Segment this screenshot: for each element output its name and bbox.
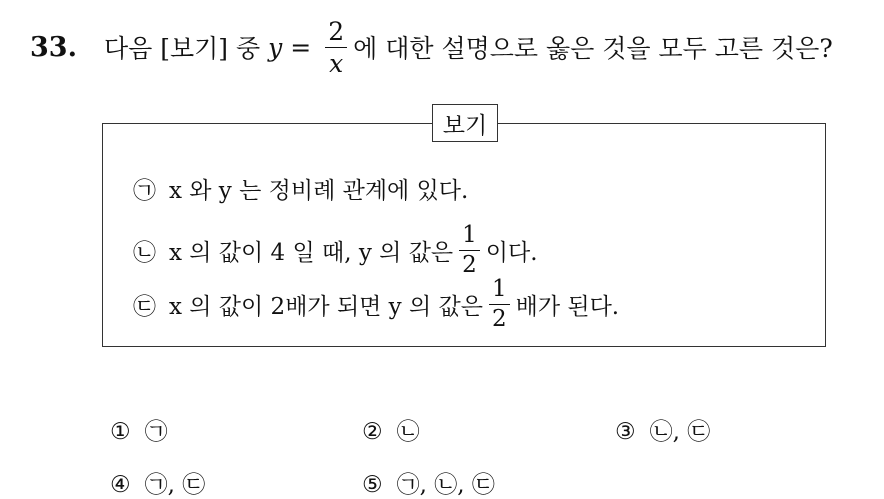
answer-choice-5-number: ⑤ — [362, 472, 383, 498]
statement-3-fraction-denominator: 2 — [491, 305, 507, 332]
statement-1-text: x 와 y 는 정비례 관계에 있다. — [169, 177, 469, 204]
answer-choice-5-text: ㉠, ㉡, ㉢ — [396, 472, 495, 498]
question-prefix: 다음 [보기] 중 — [104, 34, 261, 63]
statement-3-text: x 의 값이 2배가 되면 y 의 값은 — [169, 293, 483, 320]
answer-choice-4-number: ④ — [110, 472, 131, 498]
statement-1 — [133, 168, 468, 208]
statement-2-fraction — [459, 221, 480, 278]
statement-3-fraction-numerator: 1 — [489, 278, 510, 305]
bogi-box-title: 보기 — [432, 104, 498, 142]
question-fraction — [325, 16, 347, 78]
bogi-box — [102, 112, 826, 347]
answer-choice-1-text: ㉠ — [144, 419, 168, 445]
statement-2-marker: ㉡ — [133, 239, 156, 266]
statement-2-fraction-denominator: 2 — [462, 251, 477, 278]
question-equals: = — [290, 32, 312, 62]
statement-1-marker: ㉠ — [133, 177, 156, 204]
answer-choice-4[interactable] — [110, 466, 205, 499]
answer-choice-5[interactable] — [362, 466, 495, 499]
answer-choice-4-text: ㉠, ㉢ — [144, 472, 206, 498]
statement-3-suffix: 배가 된다. — [515, 293, 620, 320]
answer-choice-2-text: ㉡ — [396, 419, 420, 445]
question-suffix: 에 대한 설명으로 옳은 것을 모두 고른 것은? — [353, 34, 833, 63]
question-fraction-denominator: x — [329, 48, 344, 78]
question-stem — [30, 12, 833, 82]
statement-3-fraction — [489, 275, 510, 332]
question-fraction-numerator: 2 — [325, 19, 347, 48]
question-var-y: y — [268, 32, 283, 62]
question-number: 33. — [30, 31, 77, 63]
answer-choice-3-text: ㉡, ㉢ — [649, 419, 711, 445]
statement-3 — [133, 276, 619, 332]
answer-choice-3[interactable] — [615, 413, 710, 446]
answer-choice-1-number: ① — [110, 419, 131, 445]
statement-2-text: x 의 값이 4 일 때, y 의 값은 — [169, 239, 454, 266]
answer-choice-1[interactable] — [110, 413, 168, 446]
answer-choice-2-number: ② — [362, 419, 383, 445]
statement-2 — [133, 222, 538, 278]
statement-2-fraction-numerator: 1 — [459, 224, 480, 251]
answer-choice-3-number: ③ — [615, 419, 636, 445]
statement-2-suffix: 이다. — [485, 239, 538, 266]
answer-choice-2[interactable] — [362, 413, 420, 446]
statement-3-marker: ㉢ — [133, 293, 156, 320]
